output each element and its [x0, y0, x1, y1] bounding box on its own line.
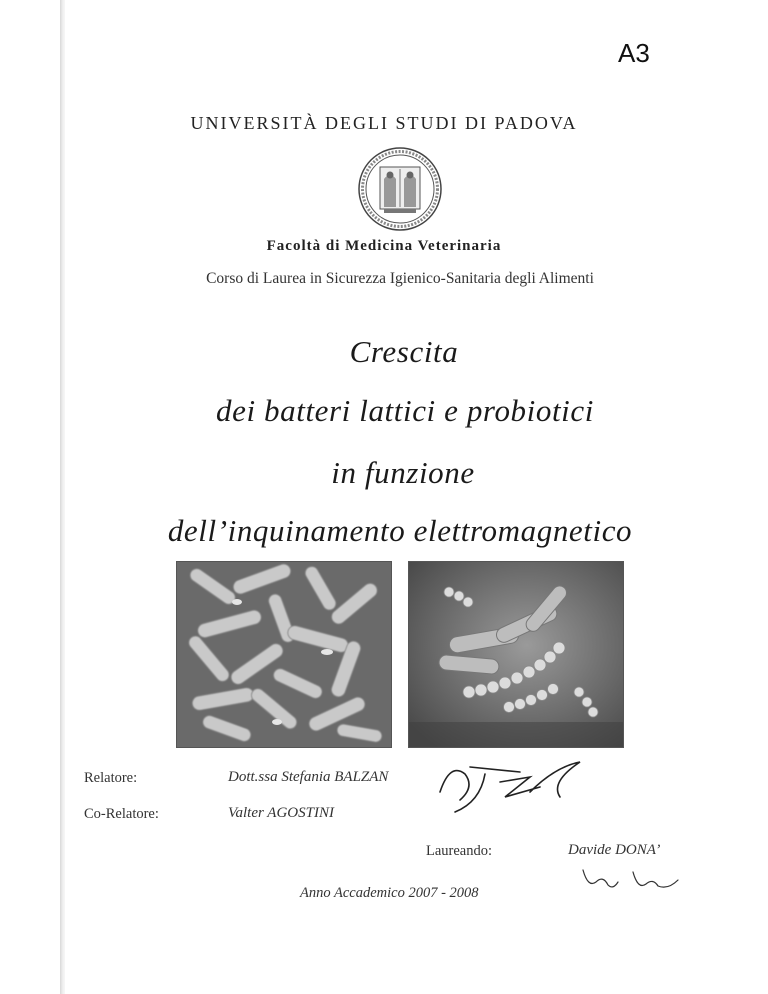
faculty-name: Facoltà di Medicina Veterinaria: [266, 238, 502, 254]
binding-edge: [60, 0, 65, 994]
thesis-title-line-3: in funzione: [331, 455, 475, 490]
document-code: A3: [618, 38, 650, 68]
relatore-name: Dott.ssa Stefania BALZAN: [228, 769, 389, 785]
co-relatore-label: Co-Relatore:: [84, 806, 159, 822]
university-name: UNIVERSITÀ DEGLI STUDI DI PADOVA: [190, 113, 578, 133]
co-relatore-name: Valter AGOSTINI: [228, 805, 334, 821]
thesis-title-line-2: dei batteri lattici e probiotici: [216, 393, 594, 428]
thesis-title-line-4: dell’inquinamento elettromagnetico: [167, 513, 633, 548]
relatore-signature: [430, 752, 590, 822]
micrograph-bacilli-image: [176, 561, 392, 748]
thesis-title-line-1: Crescita: [349, 334, 459, 369]
academic-year: Anno Accademico 2007 - 2008: [300, 885, 479, 901]
laureando-signature: [578, 860, 688, 900]
laureando-name: Davide DONA’: [568, 842, 661, 858]
micrograph-cocci-chains-image: [408, 561, 624, 748]
university-seal-icon: [344, 145, 456, 233]
course-name: Corso di Laurea in Sicurezza Igienico-Sanitaria degli Alimenti: [206, 270, 594, 287]
relatore-label: Relatore:: [84, 770, 138, 786]
laureando-label: Laureando:: [426, 843, 493, 859]
